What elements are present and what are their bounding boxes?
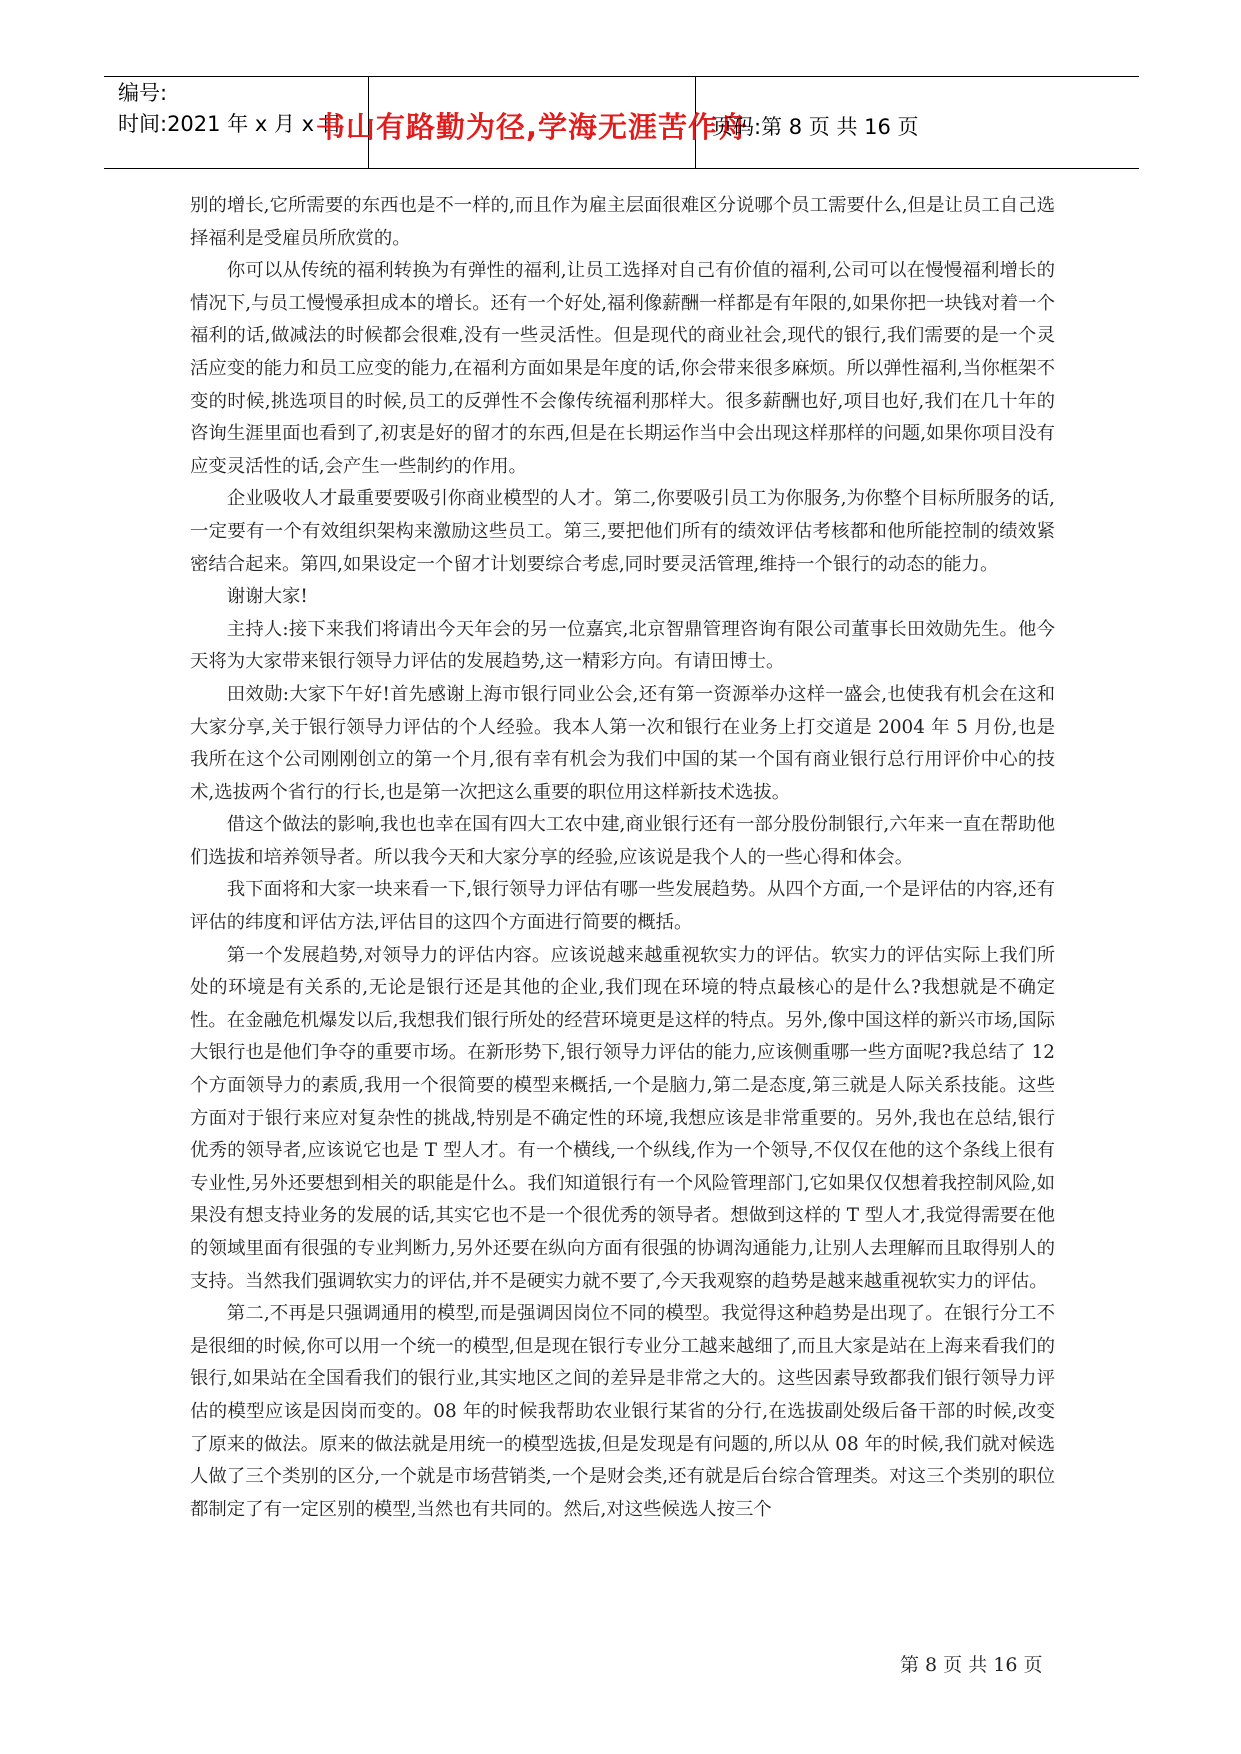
paragraph: 企业吸收人才最重要要吸引你商业模型的人才。第二,你要吸引员工为你服务,为你整个目标所服务的话,一定要有一个有效组织架构来激励这些员工。第三,要把他们所有的绩效评估考核都和他所能控制的绩效紧密结合起来。第四,如果设定一个留才计划要综合考虑,同时要灵活管理,维持一个银行的动态的能力。 — [190, 488, 1055, 575]
paragraph: 主持人:接下来我们将请出今天年会的另一位嘉宾,北京智鼎管理咨询有限公司董事长田效勋先生。他今天将为大家带来银行领导力评估的发展趋势,这一精彩方向。有请田博士。 — [190, 618, 1055, 673]
time-label: 时间:2021 年 x 月 x 日 — [118, 112, 342, 136]
document-body — [190, 190, 1055, 1526]
paragraph: 借这个做法的影响,我也也幸在国有四大工农中建,商业银行还有一部分股份制银行,六年来一直在帮助他们选拔和培养领导者。所以我今天和大家分享的经验,应该说是我个人的一些心得和体会。 — [190, 814, 1055, 868]
paragraph: 田效勋:大家下午好!首先感谢上海市银行同业公会,还有第一资源举办这样一盛会,也使我有机会在这和大家分享,关于银行领导力评估的个人经验。我本人第一次和银行在业务上打交道是 2004 年 5 月份,也是我所在这个公司刚刚创立的第一个月,很有幸有机会为我们中国的某一个国有商业银行总行用评价中心的技术,选拔两个省行的行长,也是第一次把这么重要的职位用这样新技术选拔。 — [190, 683, 1055, 803]
header-motto-cell — [315, 77, 749, 168]
paragraph: 第二,不再是只强调通用的模型,而是强调因岗位不同的模型。我觉得这种趋势是出现了。在银行分工不是很细的时候,你可以用一个统一的模型,但是现在银行专业分工越来越细了,而且大家是站在上海来看我们的银行,如果站在全国看我们的银行业,其实地区之间的差异是非常之大的。这些因素导致都我们银行领导力评估的模型应该是因岗而变的。08 年的时候我帮助农业银行某省的分行,在选拔副处级后备干部的时候,改变了原来的做法。原来的做法就是用统一的模型选拔,但是发现是有问题的,所以从 08 年的时候,我们就对候选人做了三个类别的区分,一个就是市场营销类,一个是财会类,还有就是后台综合管理类。对这三个类别的职位都制定了有一定区别的模型,当然也有共同的。然后,对这些候选人按三个 — [190, 1303, 1055, 1520]
number-label: 编号: — [118, 81, 168, 105]
paragraph: 谢谢大家! — [226, 586, 308, 608]
paragraph: 别的增长,它所需要的东西也是不一样的,而且作为雇主层面很难区分说哪个员工需要什么,但是让员工自己选择福利是受雇员所欣赏的。 — [190, 195, 1055, 249]
page-header — [104, 76, 1139, 169]
paragraph: 第一个发展趋势,对领导力的评估内容。应该说越来越重视软实力的评估。软实力的评估实际上我们所处的环境是有关系的,无论是银行还是其他的企业,我们现在环境的特点最核心的是什么?我想就是不确定性。在金融危机爆发以后,我想我们银行所处的经营环境更是这样的特点。另外,像中国这样的新兴市场,国际大银行也是他们争夺的重要市场。在新形势下,银行领导力评估的能力,应该侧重哪一些方面呢?我总结了 12 个方面领导力的素质,我用一个很简要的模型来概括,一个是脑力,第二是态度,第三就是人际关系技能。这些方面对于银行来应对复杂性的挑战,特别是不确定性的环境,我想应该是非常重要的。另外,我也在总结,银行优秀的领导者,应该说它也是 T 型人才。有一个横线,一个纵线,作为一个领导,不仅仅在他的这个条线上很有专业性,另外还要想到相关的职能是什么。我们知道银行有一个风险管理部门,它如果仅仅想着我控制风险,如果没有想支持业务的发展的话,其实它也不是一个很优秀的领导者。想做到这样的 T 型人才,我觉得需要在他的领域里面有很强的专业判断力,另外还要在纵向方面有很强的协调沟通能力,让别人去理解而且取得别人的支持。当然我们强调软实力的评估,并不是硬实力就不要了,今天我观察的趋势是越来越重视软实力的评估。 — [190, 944, 1055, 1292]
paragraph: 你可以从传统的福利转换为有弹性的福利,让员工选择对自己有价值的福利,公司可以在慢慢福利增长的情况下,与员工慢慢承担成本的增长。还有一个好处,福利像薪酬一样都是有年限的,如果你把一块钱对着一个福利的话,做减法的时候都会很难,没有一些灵活性。但是现代的商业社会,现代的银行,我们需要的是一个灵活应变的能力和员工应变的能力,在福利方面如果是年度的话,你会带来很多麻烦。所以弹性福利,当你框架不变的时候,挑选项目的时候,员工的反弹性不会像传统福利那样大。很多薪酬也好,项目也好,我们在几十年的咨询生涯里面也看到了,初衷是好的留才的东西,但是在长期运作当中会出现这样那样的问题,如果你项目没有应变灵活性的话,会产生一些制约的作用。 — [190, 260, 1055, 477]
header-page-cell — [696, 77, 1139, 168]
header-page-info: 页码:第 8 页 共 16 页 — [712, 114, 919, 139]
page-footer: 第 8 页 共 16 页 — [900, 1654, 1043, 1676]
paragraph: 我下面将和大家一块来看一下,银行领导力评估有哪一些发展趋势。从四个方面,一个是评估的内容,还有评估的纬度和评估方法,评估目的这四个方面进行简要的概括。 — [190, 879, 1055, 934]
motto-text: 书山有路勤为径,学海无涯苦作舟 — [315, 110, 749, 144]
